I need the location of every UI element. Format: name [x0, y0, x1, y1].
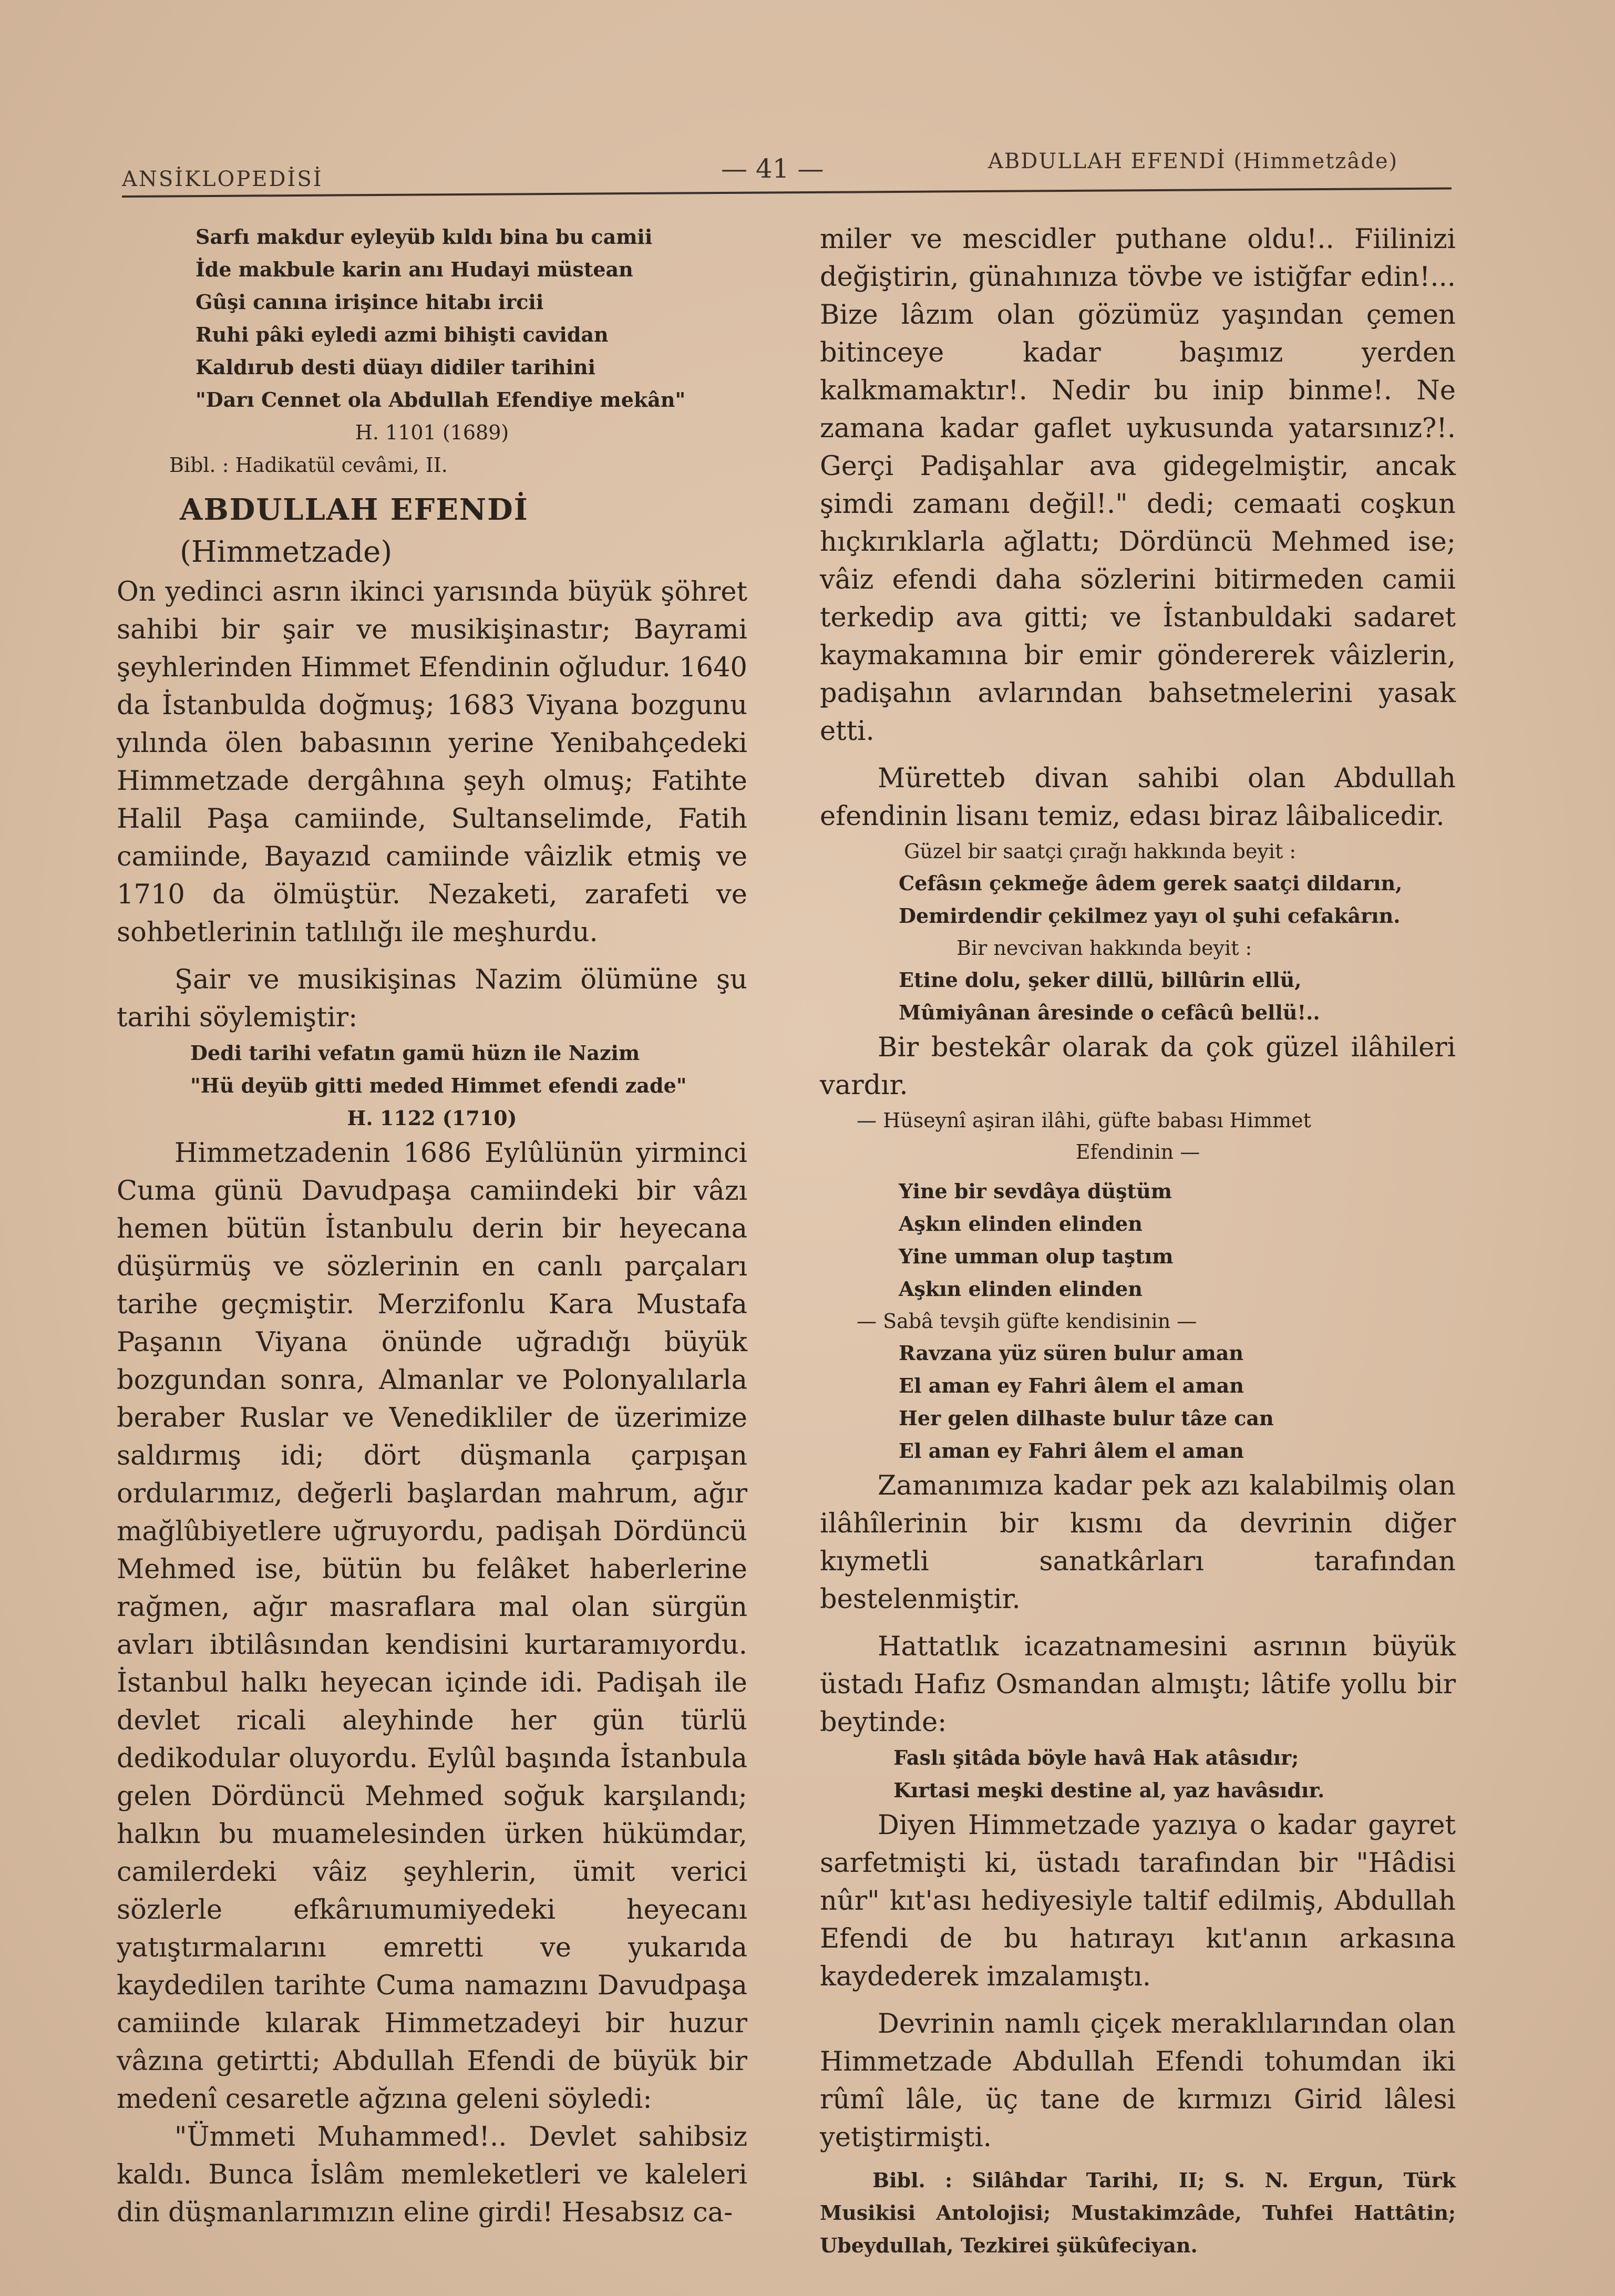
poem-line: Mûmiyânan âresinde o cefâcû bellü!..: [899, 1001, 1320, 1024]
paragraph: "Ümmeti Muhammed!.. Devlet sahibsiz kaldı. Bunca İslâm memleketleri ve kaleleri din düşmanlarımızın eline girdi! Hesabsız ca-: [117, 2122, 747, 2228]
couplet-3: [820, 1742, 1456, 1807]
running-head-right: ABDULLAH EFENDİ (Himmetzâde): [988, 149, 1398, 173]
caption: Bir nevcivan hakkında beyit :: [956, 936, 1252, 960]
poem-line: Her gelen dilhaste bulur tâze can: [899, 1406, 1274, 1430]
bibliography: Bibl. : Hadikatül cevâmi, II.: [169, 454, 448, 477]
couplet-1: [820, 867, 1456, 932]
poem-1: [117, 221, 747, 416]
poem-line: İde makbule karin anı Hudayi müstean: [196, 258, 633, 281]
poem-date: H. 1122 (1710): [347, 1106, 517, 1130]
poem-line: Yine bir sevdâya düştüm: [899, 1179, 1172, 1203]
right-column: [820, 221, 1456, 2262]
poem-line: Dedi tarihi vefatın gamü hüzn ile Nazim: [190, 1041, 640, 1065]
poem-line: "Hü deyüb gitti meded Himmet efendi zade": [190, 1074, 687, 1097]
poem-line: Ruhi pâki eyledi azmi bihişti cavidan: [196, 323, 609, 346]
paragraph: miler ve mescidler puthane oldu!.. Fiilinizi değiştirin, günahınıza tövbe ve istiğfar edin!... Bize lâzım olan gözümüz yaşından çemen bitinceye kadar başımız yerden kalkmamaktır!. Nedir bu inip binme!. Ne zamana kadar gaflet uykusunda yatarsınız?!. Gerçi Padişahlar ava gidegelmiştir, ancak şimdi zamanı değil!." dedi; cemaati coşkun hıçkırıklarla ağlattı; Dördüncü Mehmed ise; vâiz efendi daha sözlerini bitirmeden camii terkedip ava gitti; ve İstanbuldaki sadaret kaymakamına bir emir göndererek vâizlerin, padişahın avlarından bahsetmelerini yasak etti.: [820, 224, 1456, 747]
poem-line: Sarfı makdur eyleyüb kıldı bina bu camii: [196, 225, 653, 249]
poem-line: Aşkın elinden elinden: [899, 1277, 1143, 1301]
poem-line: Kırtasi meşki destine al, yaz havâsıdır.: [893, 1778, 1325, 1802]
paragraph: Bir bestekâr olarak da çok güzel ilâhileri vardır.: [820, 1032, 1456, 1101]
paragraph: Şair ve musikişinas Nazim ölümüne şu tarihi söylemiştir:: [117, 964, 747, 1033]
running-head-left: ANSİKLOPEDİSİ: [122, 167, 323, 191]
paragraph: Müretteb divan sahibi olan Abdullah efendinin lisanı temiz, edası biraz lâibalicedir.: [820, 763, 1456, 832]
left-column: [117, 221, 747, 2232]
entry-title: ABDULLAH EFENDİ: [180, 492, 529, 527]
paragraph: Hattatlık icazatnamesini asrının büyük üstadı Hafız Osmandan almıştı; lâtife yollu bir beytinde:: [820, 1631, 1456, 1738]
poem-date: H. 1101 (1689): [355, 421, 509, 444]
poem-line: Cefâsın çekmeğe âdem gerek saatçi dildarın,: [899, 871, 1403, 895]
poem-line: El aman ey Fahri âlem el aman: [899, 1374, 1244, 1397]
poem-line: Demirdendir çekilmez yayı ol şuhi cefakârın.: [899, 904, 1401, 928]
caption: Efendinin —: [1075, 1140, 1200, 1164]
paragraph: Devrinin namlı çiçek meraklılarından olan Himmetzade Abdullah Efendi tohumdan iki rûmî lâle, üç tane de kırmızı Girid lâlesi yetiştirmişti.: [820, 2009, 1456, 2153]
poem-line: Faslı şitâda böyle havâ Hak atâsıdır;: [893, 1746, 1299, 1769]
caption: Güzel bir saatçi çırağı hakkında beyit :: [904, 840, 1297, 863]
poem-line: Gûşi canına irişince hitabı ircii: [196, 290, 544, 314]
poem-line: Aşkın elinden elinden: [899, 1212, 1143, 1235]
poem-line: "Darı Cennet ola Abdullah Efendiye mekân": [196, 388, 686, 411]
poem-line: El aman ey Fahri âlem el aman: [899, 1439, 1244, 1463]
paragraph: Diyen Himmetzade yazıya o kadar gayret sarfetmişti ki, üstadı tarafından bir "Hâdisi nûr" kıt'ası hediyesiyle taltif edilmiş, Abdullah Efendi de bu hatırayı kıt'anın arkasına kaydederek imzalamıştı.: [820, 1810, 1456, 1992]
caption: — Hüseynî aşiran ilâhi, güfte babası Himmet: [857, 1109, 1311, 1132]
poem-2: [117, 1037, 747, 1102]
entry-alias: (Himmetzade): [180, 535, 393, 569]
ilahi-1: [820, 1175, 1456, 1305]
couplet-2: [820, 964, 1456, 1029]
entry-heading: [117, 489, 747, 573]
bibliography: Bibl. : Silâhdar Tarihi, II; S. N. Ergun, Türk Musikisi Antolojisi; Mustakimzâde, Tuhfei Hattâtin; Ubeydullah, Tezkirei şükûfeciyan.: [820, 2168, 1456, 2257]
tevsih-1: [820, 1337, 1456, 1467]
paragraph: Himmetzadenin 1686 Eylûlünün yirminci Cuma günü Davudpaşa camiindeki bir vâzı hemen bütün İstanbulu derin bir heyecana düşürmüş ve sözlerinin en canlı parçaları tarihe geçmiştir. Merzifonlu Kara Mustafa Paşanın Viyana önünde uğradığı büyük bozgundan sonra, Almanlar ve Polonyalılarla beraber Ruslar ve Venedikliler de üzerimize saldırmış idi; dört düşmanla çarpışan ordularımız, değerli başlardan mahrum, ağır mağlûbiyetlere uğruyordu, padişah Dördüncü Mehmed ise, bütün bu felâket haberlerine rağmen, ağır masraflara mal olan sürgün avları ibtilâsından kendisini kurtaramıyordu. İstanbul halkı heyecan içinde idi. Padişah ile devlet ricali aleyhinde her gün türlü dedikodular oluyordu. Eylûl başında İstanbula gelen Dördüncü Mehmed soğuk karşılandı; halkın bu muamelesinden ürken hükümdar, camilerdeki vâiz şeyhlerin, ümit verici sözlerle efkârıumumiyedeki heyecanı yatıştırmalarını emretti ve yukarıda kaydedilen tarihte Cuma namazını Davudpaşa camiinde kılarak Himmetzadeyi bir huzur vâzına getirtti; Abdullah Efendi de büyük bir medenî cesaretle ağzına geleni söyledi:: [117, 1138, 747, 2115]
poem-line: Etine dolu, şeker dillü, billûrin ellü,: [899, 968, 1302, 992]
paragraph: On yedinci asrın ikinci yarısında büyük şöhret sahibi bir şair ve musikişinastır; Bayrami şeyhlerinden Himmet Efendinin oğludur. 1640 da İstanbulda doğmuş; 1683 Viyana bozgunu yılında ölen babasının yerine Yenibahçedeki Himmetzade dergâhına şeyh olmuş; Fatihte Halil Paşa camiinde, Sultanselimde, Fatih camiinde, Bayazıd camiinde vâizlik etmiş ve 1710 da ölmüştür. Nezaketi, zarafeti ve sohbetlerinin tatlılığı ile meşhurdu.: [117, 576, 747, 948]
poem-line: Yine umman olup taştım: [899, 1244, 1174, 1268]
poem-line: Ravzana yüz süren bulur aman: [899, 1341, 1244, 1365]
poem-line: Kaldırub desti düayı didiler tarihini: [196, 355, 596, 379]
page-number: — 41 —: [721, 153, 824, 184]
caption: — Sabâ tevşih güfte kendisinin —: [857, 1310, 1197, 1333]
paragraph: Zamanımıza kadar pek azı kalabilmiş olan ilâhîlerinin bir kısmı da devrinin diğer kıymetli sanatkârları tarafından bestelenmiştir.: [820, 1470, 1456, 1615]
